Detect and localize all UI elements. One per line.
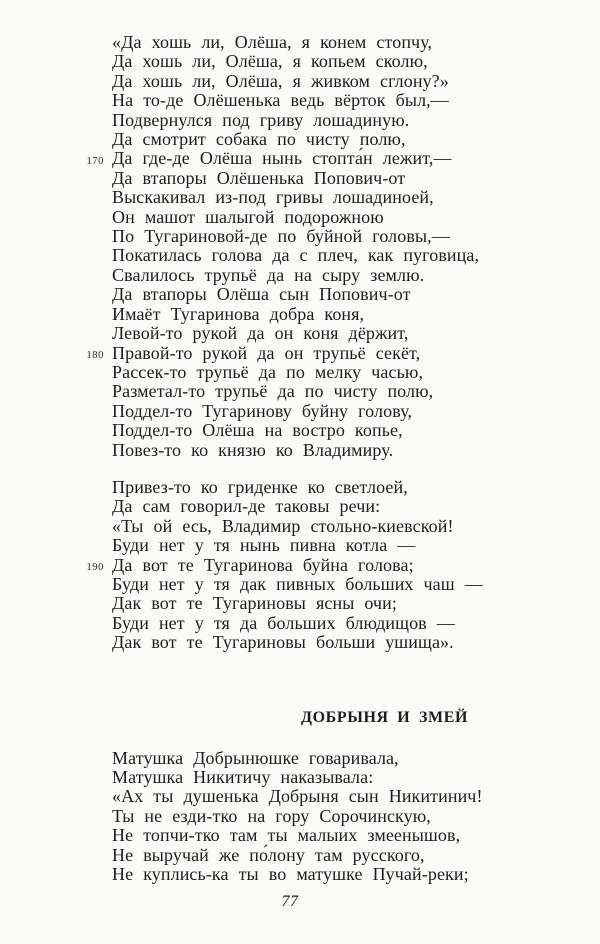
poem-line xyxy=(112,826,570,845)
poem-line xyxy=(112,402,570,421)
poem-line xyxy=(86,148,570,169)
poem-line-text: Свалилось трупьё да на сыру землю. xyxy=(112,264,425,285)
poem-line-text: Да смотрит собака по чисту полю, xyxy=(112,129,406,150)
poem-line-text: Разметал-то трупьё да по чисту полю, xyxy=(112,381,434,402)
poem-line xyxy=(112,478,570,497)
poem-line-text: Матушка Добрынюшке говаривала, xyxy=(112,747,399,768)
poem-line-text: Он машот шалыгой подорожною xyxy=(112,206,384,227)
poem-line xyxy=(112,227,570,246)
stanza xyxy=(86,476,570,653)
poem-line-text: Да втапоры Олёшенька Попович-от xyxy=(112,167,406,188)
poem-line xyxy=(112,111,570,130)
poem-section-title: ДОБРЫНЯ И ЗМЕЙ xyxy=(300,708,469,726)
poem-line-text: По Тугариновой-де по буйной головы,— xyxy=(112,226,450,247)
poem-line xyxy=(112,246,570,265)
poem-line xyxy=(112,305,570,324)
poem-line xyxy=(112,633,570,652)
poem-line xyxy=(112,441,570,460)
poem-line-text: Не выручай же по́лону там русского, xyxy=(112,844,425,865)
poem-line xyxy=(112,130,570,149)
poem-line xyxy=(112,787,570,806)
poem-line-text: Да втапоры Олёша сын Попович-от xyxy=(112,284,411,305)
poem-line-text: Поддел-то Олёша на востро копье, xyxy=(112,420,403,441)
poem-line xyxy=(112,768,570,787)
poem-line-text: Да вот те Тугаринова буйна голова; xyxy=(112,554,414,575)
poem-line xyxy=(86,342,570,363)
poem-line xyxy=(112,497,570,516)
poem-line-text: Выскакивал из-под гривы лошадиноей, xyxy=(112,187,434,208)
poem-line-text: «Ах ты душенька Добрыня сын Никитинич! xyxy=(112,786,483,807)
poem-line-text: Ты не езди-тко на гору Сорочинскую, xyxy=(112,805,431,826)
poem-line xyxy=(112,363,570,382)
poem-line-text: Матушка Никитичу наказывала: xyxy=(112,767,374,787)
poem-line xyxy=(112,575,570,594)
poem-line xyxy=(112,33,570,52)
poem-line xyxy=(112,421,570,440)
poem-line xyxy=(112,536,570,555)
poem-line-text: Не топчи-тко там ты малыих змеенышов, xyxy=(112,825,461,846)
poem-line-text: Не куплись-ка ты во матушке Пучай-реки; xyxy=(112,864,469,885)
poem-line xyxy=(112,749,570,768)
poem-line xyxy=(112,208,570,227)
poem-line-text: Покатилась голова да с плеч, как пуговица, xyxy=(112,245,480,266)
poem-line-text: Правой-то рукой да он трупьё секёт, xyxy=(112,342,421,363)
poem-line-text: Да сам говорил-де таковы речи: xyxy=(112,496,381,517)
poem-line xyxy=(112,324,570,343)
poem-line-text: Подвернулся под гриву лошадиную. xyxy=(112,109,410,130)
poem-line xyxy=(112,285,570,304)
verse-line-number: 170 xyxy=(86,156,104,168)
poem-line-text: Да хошь ли, Олёша, я копьем сколю, xyxy=(112,51,428,72)
verse-line-number: 190 xyxy=(86,562,104,574)
poem-line xyxy=(86,554,570,575)
poem-line-text: Буди нет у тя да больших блюдищов — xyxy=(112,612,455,633)
poem-line-text: Буди нет у тя дак пивных больших чаш — xyxy=(112,573,483,594)
poem-line xyxy=(112,266,570,285)
poem-line xyxy=(112,865,570,884)
poem-line xyxy=(112,594,570,613)
poem-line xyxy=(112,52,570,71)
poem-line-text: Дак вот те Тугариновы больши ушища». xyxy=(112,632,454,653)
poem-line xyxy=(112,188,570,207)
poem-line-text: Дак вот те Тугариновы ясны очи; xyxy=(112,593,398,614)
page-number: 77 xyxy=(281,893,299,910)
poem-line-text: «Да хошь ли, Олёша, я конем стопчу, xyxy=(112,32,433,52)
poem-line-text: Буди нет у тя нынь пивна котла — xyxy=(112,535,416,556)
poem-line xyxy=(112,91,570,110)
poem-line-text: Повез-то ко князю ко Владимиру. xyxy=(112,439,394,460)
poem-line-text: Да хошь ли, Олёша, я живком сглону?» xyxy=(112,70,449,91)
poem-line xyxy=(112,169,570,188)
poem-line-text: Привез-то ко гриденке ко светлоей, xyxy=(112,476,408,497)
poem-line xyxy=(112,846,570,865)
verse-line-number: 180 xyxy=(86,350,104,362)
poem-line xyxy=(112,807,570,826)
poem-line-text: Рассек-то трупьё да по мелку часью, xyxy=(112,361,424,382)
poem-line-text: Имаёт Тугаринова добра коня, xyxy=(112,303,365,324)
poem-line-text: Левой-то рукой да он коня дёржит, xyxy=(112,323,409,344)
poem-line-text: На то-де Олёшенька ведь вёрток был,— xyxy=(112,90,449,111)
poem-line-text: Поддел-то Тугаринову буйну голову, xyxy=(112,400,413,421)
poem-line-text: «Ты ой есь, Владимир стольно-киевской! xyxy=(112,515,454,536)
stanza xyxy=(112,749,570,885)
poem-line-text: Да где-де Олёша нынь стопта́н лежит,— xyxy=(112,148,452,169)
poem-text-block xyxy=(0,33,600,884)
poem-line xyxy=(112,614,570,633)
poem-line xyxy=(112,72,570,91)
stanza xyxy=(86,32,570,460)
poem-line xyxy=(112,382,570,401)
poem-line xyxy=(112,517,570,536)
